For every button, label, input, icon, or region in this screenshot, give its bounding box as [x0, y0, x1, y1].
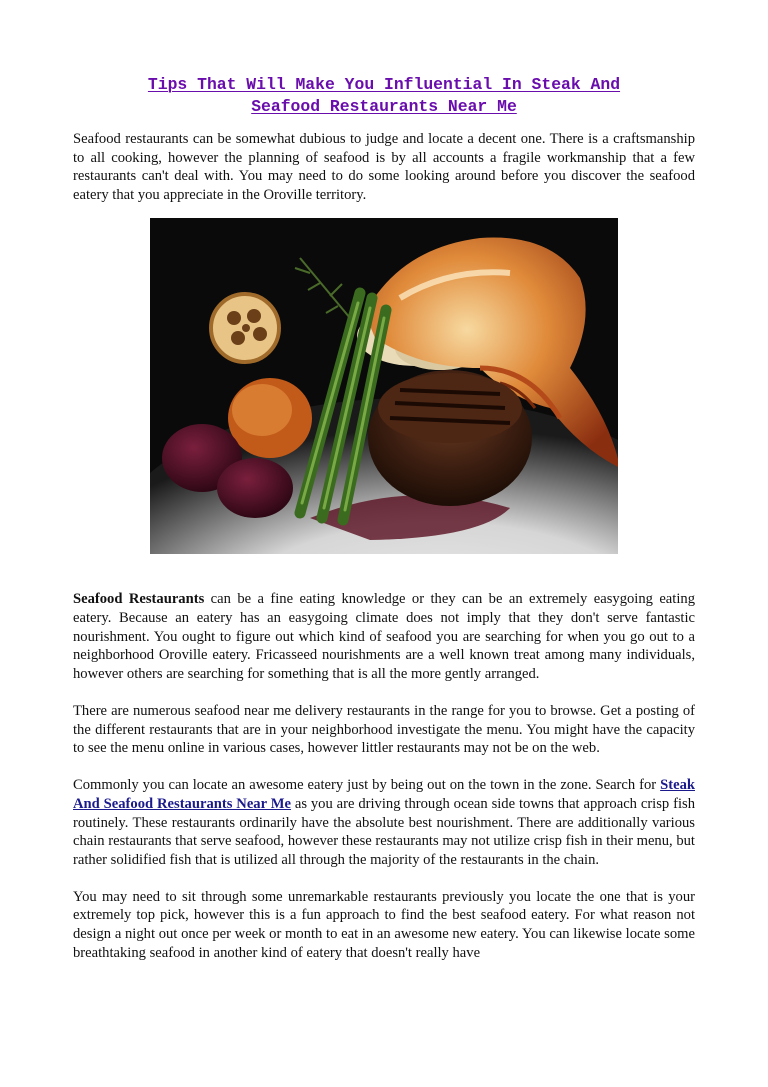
paragraph-top-pick: You may need to sit through some unremarkable restaurants previously you locate the one that is your extremely top pick, however this is a fun approach to find the best seafood eatery. For what reason not design a night out once per week or month to eat in an awesome new eatery. You can likewise locate some breathtaking seafood in another kind of eatery that doesn't really have — [73, 888, 695, 961]
article-title-line-1: Tips That Will Make You Influential In Steak And — [147, 75, 621, 94]
paragraph-locate-eatery — [73, 776, 695, 869]
paragraph-3-text-before: Commonly you can locate an awesome eatery just by being out on the town in the zone. Search for — [73, 777, 661, 794]
paragraph-delivery: There are numerous seafood near me delivery restaurants in the range for you to browse. Get a posting of the different restaurants that are in your neighborhood investigate the menu. You might have the capacity to see the menu online in various cases, however littler restaurants may not be on the web. — [73, 702, 695, 757]
intro-paragraph: Seafood restaurants can be somewhat dubious to judge and locate a decent one. There is a craftsmanship to all cooking, however the planning of seafood is by all accounts a fragile workmanship that a few restaurants can't deal with. You may need to do some looking around before you discover the seafood eatery that you appreciate in the Oroville territory. — [73, 131, 695, 203]
paragraph-1-text: can be a fine eating knowledge or they can be an extremely easygoing eating eatery. Because an eatery has an easygoing climate does not imply that they don't serve fantastic nourishment. You ought to figure out which kind of seafood you are searching for when you go out to a neighborhood Oroville eatery. Fricasseed nourishments are a well known treat among many individuals, however others are searching for something that is all the more gently arranged. — [73, 591, 695, 682]
document-page — [73, 74, 695, 962]
article-title-line-2: Seafood Restaurants Near Me — [251, 97, 517, 116]
paragraph-3-text-after: as you are driving through ocean side towns that approach crisp fish routinely. These restaurants ordinarily have the absolute best nourishment. There are additionally various chain restaurants that serve seafood, however these restaurants may not utilize crisp fish in their menu, but rather solidified fish that is utilized all through the majority of the restaurants in the chain. — [73, 795, 695, 868]
paragraph-seafood-restaurants — [73, 590, 695, 683]
article-title — [73, 74, 695, 118]
steak-seafood-link[interactable]: Steak And Seafood Restaurants Near Me — [73, 777, 695, 812]
steak-lobster-photo — [150, 218, 618, 554]
bold-keyword: Seafood Restaurants — [73, 591, 205, 608]
